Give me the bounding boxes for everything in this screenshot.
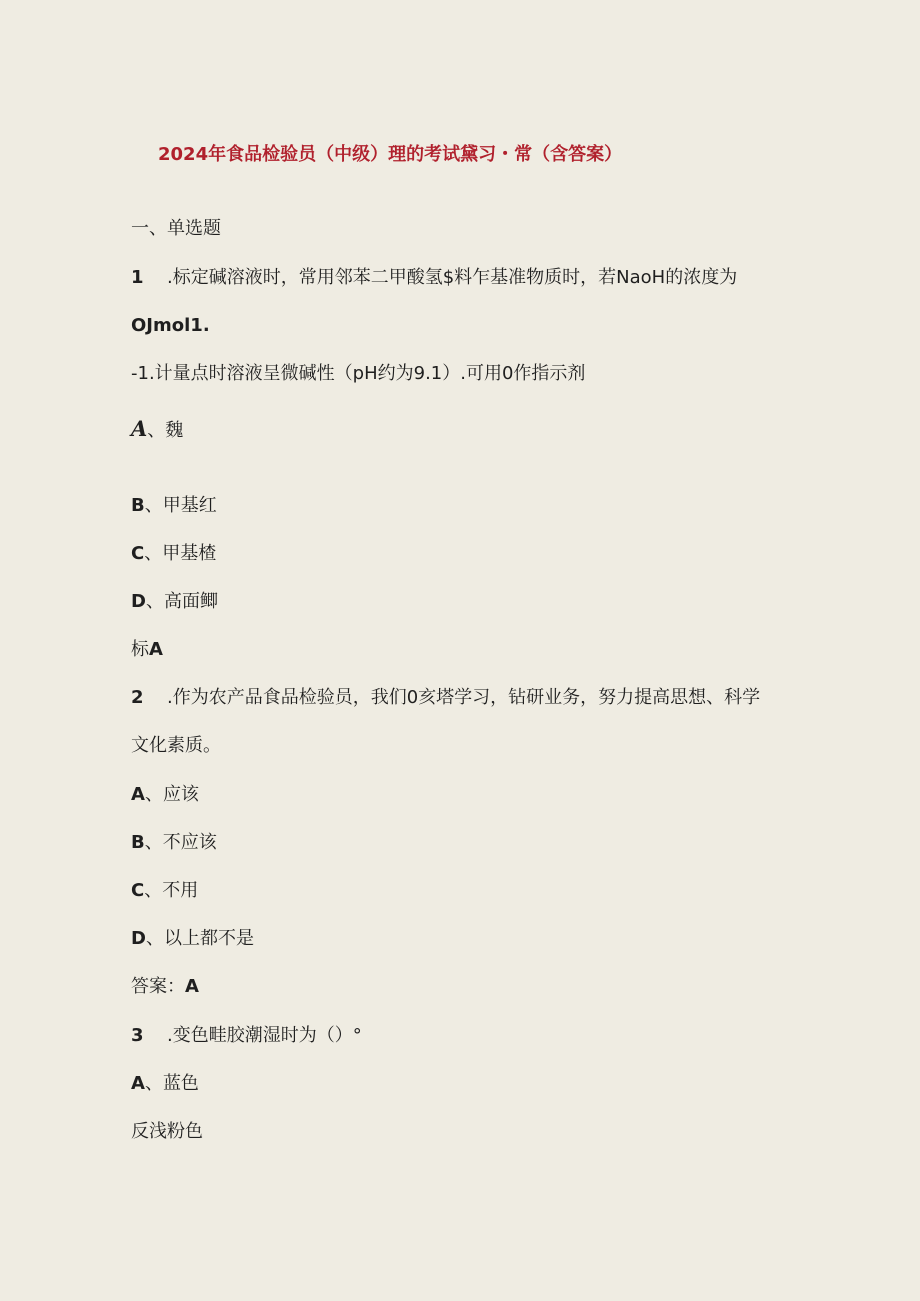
answer-value: A [149, 639, 163, 660]
question-2-option-c: C、不用 [131, 880, 199, 901]
answer-label: 标 [131, 639, 149, 660]
question-2-option-d: D、以上都不是 [131, 928, 254, 949]
question-2-answer [131, 975, 199, 999]
question-2-number: 2 [131, 687, 144, 708]
option-text: 应该 [162, 784, 199, 805]
question-3-line-1 [131, 1024, 362, 1048]
question-1-option-a: A、魏 [131, 416, 184, 441]
question-1-answer [131, 638, 163, 662]
question-1-option-b: B、甲基红 [131, 495, 217, 516]
section-heading: 一、单选题 [131, 218, 221, 239]
option-text: 甲基楂 [162, 543, 217, 564]
question-1-line-3: -1.计量点时溶液呈微碱性（pH约为9.1）.可用0作指示剂 [131, 363, 586, 384]
option-text: 不用 [162, 880, 199, 901]
answer-value: A [185, 976, 199, 997]
question-1-line-2: OJmol1. [131, 315, 210, 336]
question-1-option-d: D、高面鲫 [131, 591, 218, 612]
question-1-number: 1 [131, 267, 144, 288]
question-1-line-1 [131, 266, 737, 290]
option-letter: A [131, 416, 148, 441]
option-letter: D [131, 928, 146, 949]
option-letter: A [131, 1073, 145, 1094]
option-text: 以上都不是 [163, 928, 254, 949]
question-2-line-2: 文化素质。 [131, 735, 221, 756]
question-3-option-a: A、蓝色 [131, 1073, 199, 1094]
answer-label: 答案： [131, 976, 185, 997]
question-3-number: 3 [131, 1025, 144, 1046]
option-letter: B [131, 832, 145, 853]
option-text: 高面鲫 [163, 591, 218, 612]
option-letter: B [131, 495, 145, 516]
option-letter: D [131, 591, 146, 612]
option-letter: A [131, 784, 145, 805]
question-1-text-1: .标定碱溶液时，常用邻苯二甲酸氢$料乍基准物质时，若NaoH的浓度为 [167, 267, 738, 288]
option-text: 蓝色 [162, 1073, 199, 1094]
question-1-option-c: C、甲基楂 [131, 543, 217, 564]
option-text: 魏 [165, 420, 184, 441]
option-text: 甲基红 [162, 495, 217, 516]
option-letter: C [131, 543, 145, 564]
option-letter: C [131, 880, 145, 901]
option-text: 不应该 [162, 832, 217, 853]
question-3-text-1: .变色畦胶潮湿时为（）° [167, 1025, 362, 1046]
question-2-line-1 [131, 686, 760, 710]
question-3-extra-line: 反浅粉色 [131, 1121, 203, 1142]
question-2-option-a: A、应该 [131, 784, 199, 805]
document-title: 2024年食品检验员（中级）理的考试黛习・常（含答案） [158, 144, 623, 165]
question-2-text-1: .作为农产品食品检验员，我们0亥塔学习，钻研业务，努力提高思想、科学 [167, 687, 761, 708]
question-2-option-b: B、不应该 [131, 832, 217, 853]
